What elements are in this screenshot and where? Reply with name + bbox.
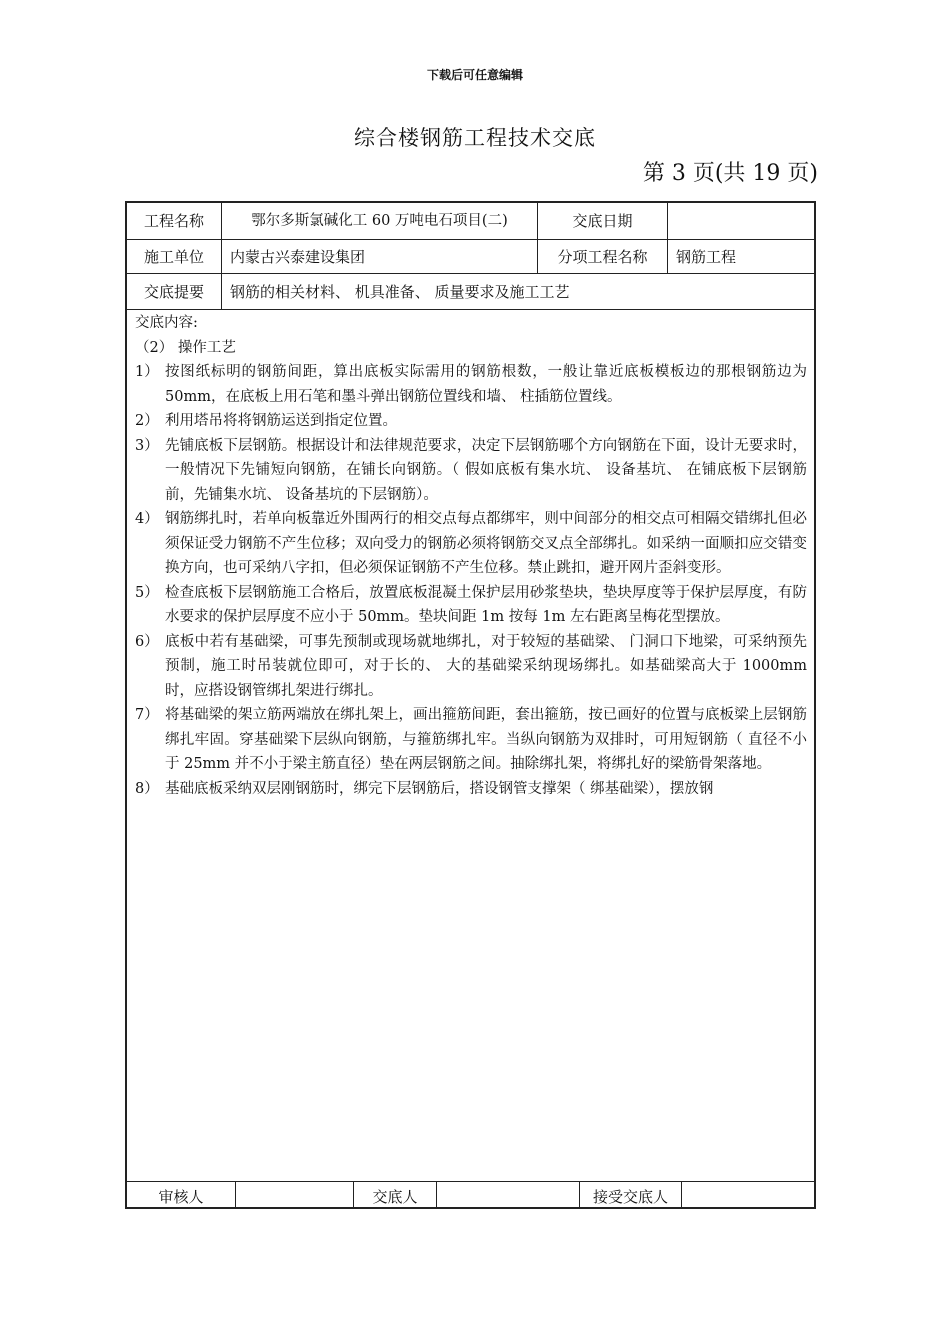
item-number: 2） xyxy=(135,413,159,429)
project-name-value: 鄂尔多斯氯碱化工 60 万吨电石项目(二) xyxy=(251,212,508,229)
item-number: 6） xyxy=(135,633,159,650)
summary-label: 交底提要 xyxy=(143,282,204,301)
summary-value: 钢筋的相关材料、 机具准备、 质量要求及施工工艺 xyxy=(230,282,570,301)
subproject-label: 分项工程名称 xyxy=(557,247,648,266)
reviewer-value xyxy=(236,1183,353,1209)
receiver-value xyxy=(682,1183,814,1209)
item-text: 将基础梁的架立筋两端放在绑扎架上，画出箍筋间距，套出箍筋，按已画好的位置与底板梁上层钢筋绑扎牢固。穿基础梁下层纵向钢筋，与箍筋绑扎牢。当纵向钢筋为双排时，可用短钢筋（ 直径不小于 25mm 并不小于梁主筋直径）垫在两层钢筋之间。抽除绑扎架，将绑扎好的梁筋骨架落地。 xyxy=(165,707,807,772)
content-label: 交底内容: xyxy=(135,315,198,331)
disclosure-date-value xyxy=(668,203,814,239)
presenter-value xyxy=(437,1183,579,1209)
presenter-label: 交底人 xyxy=(372,1187,418,1206)
item-text: 底板中若有基础梁，可事先预制或现场就地绑扎，对于较短的基础梁、 门洞口下地梁，可采纳预先预制，施工时吊装就位即可，对于长的、 大的基础梁采纳现场绑扎。如基础梁高大于 1000mm 时，应搭设钢管绑扎架进行绑扎。 xyxy=(165,633,807,699)
document-title: 综合楼钢筋工程技术交底 xyxy=(354,126,596,150)
list-item xyxy=(135,409,807,434)
item-number: 8） xyxy=(135,780,159,797)
row-divider xyxy=(127,309,814,310)
item-text: 先铺底板下层钢筋。根据设计和法律规范要求，决定下层钢筋哪个方向钢筋在下面，设计无要求时，一般情况下先铺短向钢筋，在铺长向钢筋。（ 假如底板有集水坑、 设备基坑、 在铺底板下层钢筋前，先铺集水坑、 设备基坑的下层钢筋）。 xyxy=(165,437,807,503)
disclosure-date-label: 交底日期 xyxy=(572,212,633,230)
item-number: 4） xyxy=(135,511,159,527)
page-number: 第 3 页(共 19 页) xyxy=(642,161,818,186)
project-name-label: 工程名称 xyxy=(143,212,204,230)
receiver-label: 接受交底人 xyxy=(592,1187,668,1206)
subproject-value: 钢筋工程 xyxy=(676,247,737,266)
item-number: 7） xyxy=(135,707,159,723)
item-text: 利用塔吊将将钢筋运送到指定位置。 xyxy=(165,413,397,429)
item-number: 1） xyxy=(135,364,159,380)
row-divider xyxy=(127,1181,814,1182)
item-text: 基础底板采纳双层刚钢筋时，绑完下层钢筋后，搭设钢管支撑架（ 绑基础梁），摆放钢 xyxy=(165,780,714,797)
list-item xyxy=(135,581,807,630)
top-note: 下载后可任意编辑 xyxy=(426,68,523,82)
contractor-label: 施工单位 xyxy=(143,247,204,266)
reviewer-label: 审核人 xyxy=(158,1187,204,1206)
disclosure-content xyxy=(135,311,807,801)
disclosure-form xyxy=(125,201,816,1209)
item-number: 3） xyxy=(135,437,159,454)
item-text: 按图纸标明的钢筋间距，算出底板实际需用的钢筋根数，一般让靠近底板模板边的那根钢筋边为 50mm，在底板上用石笔和墨斗弹出钢筋位置线和墙、 柱插筋位置线。 xyxy=(165,364,807,405)
item-text: 检查底板下层钢筋施工合格后，放置底板混凝土保护层用砂浆垫块，垫块厚度等于保护层厚度，有防水要求的保护层厚度不应小于 50mm。垫块间距 1m 按每 1m 左右距离呈梅花型摆放。 xyxy=(165,584,807,625)
list-item xyxy=(135,507,807,581)
item-text: 钢筋绑扎时，若单向板靠近外围两行的相交点每点都绑牢，则中间部分的相交点可相隔交错绑扎但必须保证受力钢筋不产生位移；双向受力的钢筋必须将钢筋交叉点全部绑扎。如采纳一面顺扣应交错变换方向，也可采纳八字扣，但必须保证钢筋不产生位移。禁止跳扣，避开网片歪斜变形。 xyxy=(165,511,807,576)
list-item xyxy=(135,777,807,802)
item-number: 5） xyxy=(135,584,159,601)
list-item xyxy=(135,703,807,777)
list-item xyxy=(135,630,807,704)
list-item xyxy=(135,360,807,409)
section-heading: （2） 操作工艺 xyxy=(135,339,236,356)
contractor-value: 内蒙古兴泰建设集团 xyxy=(230,247,366,266)
list-item xyxy=(135,434,807,508)
